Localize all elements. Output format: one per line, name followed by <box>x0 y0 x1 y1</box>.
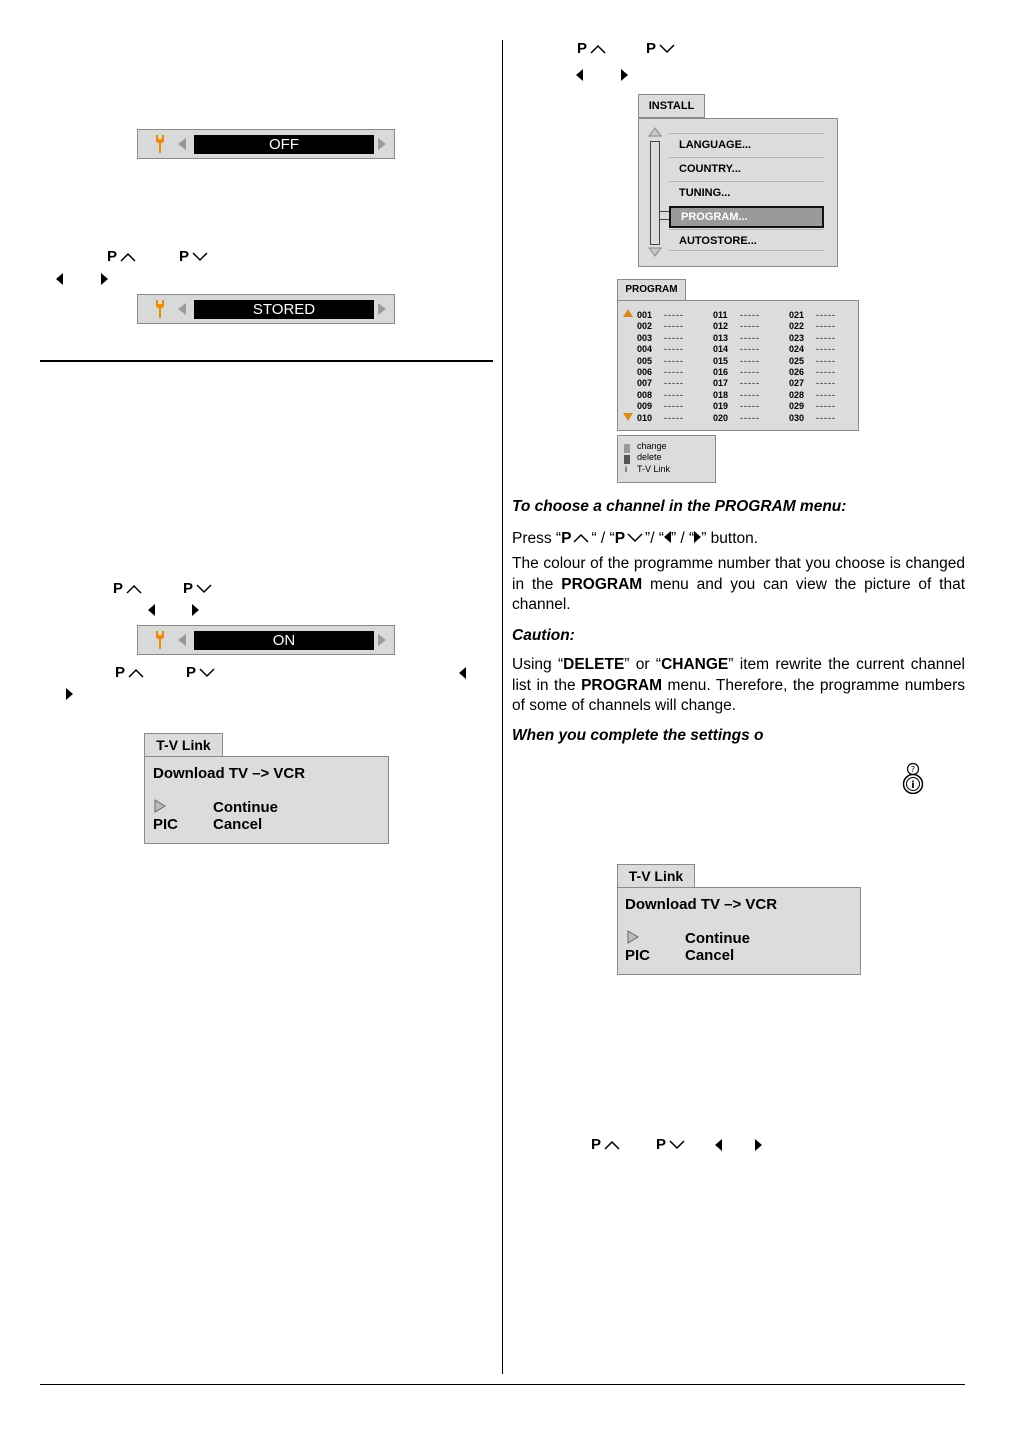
install-item-tuning[interactable]: TUNING... <box>669 181 824 203</box>
column-divider <box>502 40 503 1374</box>
p-down-button: P <box>656 1136 685 1154</box>
svg-text:?: ? <box>910 765 916 774</box>
chevron-up-icon <box>128 668 144 678</box>
chevron-down-icon <box>627 533 643 543</box>
program-number[interactable]: 004 <box>637 344 653 355</box>
program-number[interactable]: 021 <box>789 310 805 320</box>
program-number[interactable]: 010 <box>637 412 653 423</box>
tvlink-tab: T-V Link <box>617 864 695 888</box>
tvlink-download-line: Download TV –> VCR <box>625 896 778 913</box>
program-number[interactable]: 022 <box>789 321 805 332</box>
p-down-button: P <box>646 40 675 58</box>
arrow-left-icon <box>178 303 186 315</box>
left-arrow-icon <box>576 69 583 81</box>
scroll-down-icon[interactable] <box>648 247 662 257</box>
wrench-icon <box>155 135 165 153</box>
program-number[interactable]: 012 <box>713 321 729 332</box>
tvlink-dialog <box>144 756 389 844</box>
svg-text:i: i <box>911 780 915 791</box>
p-down-button: P <box>186 664 215 682</box>
program-number[interactable]: 015 <box>713 355 729 366</box>
p-up-button: P <box>115 664 144 682</box>
program-number[interactable]: 007 <box>637 378 653 389</box>
legend-key-i: i <box>625 464 627 474</box>
section-divider <box>40 360 493 362</box>
program-name: ----- <box>816 412 836 423</box>
legend-tvlink: T-V Link <box>637 464 671 474</box>
scroll-up-icon[interactable] <box>648 127 662 137</box>
scroll-down-icon[interactable] <box>623 413 633 421</box>
wrench-icon <box>155 631 165 649</box>
program-name: ----- <box>664 332 684 343</box>
program-number[interactable]: 024 <box>789 344 805 355</box>
arrow-left-icon <box>178 634 186 646</box>
tvlink-continue[interactable]: Continue <box>213 799 278 816</box>
program-number[interactable]: 016 <box>713 367 729 377</box>
press-line: Press “P “ / “P ”/ “ ” / “ ” button. <box>512 530 759 547</box>
arrow-right-icon <box>378 138 386 150</box>
program-tab: PROGRAM <box>617 279 686 301</box>
program-name: ----- <box>816 401 836 412</box>
tvlink-download-line: Download TV –> VCR <box>153 765 306 782</box>
program-name: ----- <box>664 412 684 423</box>
program-name: ----- <box>740 321 760 332</box>
heading-complete-settings: When you complete the settings o <box>512 727 764 744</box>
program-name: ----- <box>664 344 684 355</box>
install-item-country[interactable]: COUNTRY... <box>669 157 824 179</box>
install-item-autostore[interactable]: AUTOSTORE... <box>669 229 824 251</box>
tvlink-pic-key: PIC <box>625 947 651 964</box>
program-name: ----- <box>816 332 836 343</box>
program-name: ----- <box>816 367 836 377</box>
heading-choose-channel: To choose a channel in the PROGRAM menu: <box>512 498 847 515</box>
program-number[interactable]: 029 <box>789 401 805 412</box>
legend-change: change <box>637 441 667 451</box>
program-name: ----- <box>740 401 760 412</box>
left-arrow-icon <box>148 604 155 616</box>
legend-delete: delete <box>637 452 662 462</box>
program-number[interactable]: 017 <box>713 378 729 389</box>
program-name: ----- <box>816 310 836 320</box>
program-number[interactable]: 009 <box>637 401 653 412</box>
osd-bar-stored <box>137 294 395 324</box>
install-item-language[interactable]: LANGUAGE... <box>669 133 824 155</box>
left-arrow-icon <box>56 273 63 285</box>
chevron-down-icon <box>196 584 212 594</box>
program-name: ----- <box>816 321 836 332</box>
program-name: ----- <box>664 310 684 320</box>
program-legend <box>617 435 716 483</box>
caution-heading: Caution: <box>512 627 575 644</box>
right-arrow-icon <box>101 273 108 285</box>
tvlink-pic-key: PIC <box>153 816 179 833</box>
arrow-left-icon <box>178 138 186 150</box>
program-number[interactable]: 028 <box>789 389 805 400</box>
program-number[interactable]: 026 <box>789 367 805 377</box>
program-name: ----- <box>664 378 684 389</box>
left-arrow-icon <box>459 667 466 679</box>
colour-paragraph: The colour of the programme number that you choose is changed in the PROGRAM menu and you can view the picture of that channel. <box>512 555 965 613</box>
left-arrow-icon <box>715 1139 722 1151</box>
p-down-button: P <box>179 248 208 266</box>
scrollbar-track[interactable] <box>650 141 660 245</box>
chevron-down-icon <box>192 252 208 262</box>
osd-value: ON <box>194 631 374 650</box>
program-name: ----- <box>740 355 760 366</box>
program-number[interactable]: 003 <box>637 332 653 343</box>
scroll-up-icon[interactable] <box>623 309 633 317</box>
program-name: ----- <box>664 367 684 377</box>
osd-bar-off <box>137 129 395 159</box>
program-number[interactable]: 018 <box>713 389 729 400</box>
tvlink-dialog <box>617 887 861 975</box>
program-number[interactable]: 008 <box>637 389 653 400</box>
program-name: ----- <box>740 389 760 400</box>
program-name: ----- <box>664 355 684 366</box>
program-number[interactable]: 006 <box>637 367 653 377</box>
program-number[interactable]: 030 <box>789 412 805 423</box>
chevron-up-icon <box>126 584 142 594</box>
program-number[interactable]: 023 <box>789 332 805 343</box>
right-arrow-icon <box>192 604 199 616</box>
program-name: ----- <box>740 344 760 355</box>
program-name: ----- <box>740 310 760 320</box>
play-icon <box>154 799 166 813</box>
arrow-right-icon <box>378 634 386 646</box>
install-item-program[interactable]: PROGRAM... <box>669 206 824 228</box>
wrench-icon <box>155 300 165 318</box>
right-arrow-icon <box>621 69 628 81</box>
program-number[interactable]: 019 <box>713 401 729 412</box>
chevron-down-icon <box>669 1140 685 1150</box>
osd-value: STORED <box>194 300 374 319</box>
program-number[interactable]: 005 <box>637 355 653 366</box>
program-name: ----- <box>664 401 684 412</box>
program-name: ----- <box>816 378 836 389</box>
tvlink-cancel[interactable]: Cancel <box>213 816 263 833</box>
install-tab: INSTALL <box>638 94 705 118</box>
program-number[interactable]: 014 <box>713 344 729 355</box>
chevron-up-icon <box>573 533 589 543</box>
program-name: ----- <box>664 321 684 332</box>
p-down-button: P <box>183 580 212 598</box>
install-menu <box>638 118 838 267</box>
program-number[interactable]: 002 <box>637 321 653 332</box>
program-name: ----- <box>740 412 760 423</box>
program-number[interactable]: 025 <box>789 355 805 366</box>
program-number[interactable]: 020 <box>713 412 729 423</box>
program-number[interactable]: 027 <box>789 378 805 389</box>
program-name: ----- <box>816 389 836 400</box>
program-name: ----- <box>740 332 760 343</box>
caution-paragraph: Using “DELETE” or “CHANGE” item rewrite the current channel list in the PROGRAM menu. Therefore, the programme numbers of some of channels will change. <box>512 656 965 714</box>
tvlink-cancel[interactable]: Cancel <box>685 947 735 964</box>
osd-bar-on <box>137 625 395 655</box>
chevron-up-icon <box>604 1140 620 1150</box>
chevron-up-icon <box>120 252 136 262</box>
program-name: ----- <box>740 367 760 377</box>
program-name: ----- <box>740 378 760 389</box>
program-name: ----- <box>816 344 836 355</box>
footer-rule <box>40 1384 965 1385</box>
right-arrow-icon <box>755 1139 762 1151</box>
program-number[interactable]: 013 <box>713 332 729 343</box>
p-up-button: P <box>591 1136 620 1154</box>
tvlink-continue[interactable]: Continue <box>685 930 750 947</box>
info-button-icon <box>899 762 927 794</box>
program-name: ----- <box>664 389 684 400</box>
tvlink-tab: T-V Link <box>144 733 223 757</box>
chevron-down-icon <box>659 44 675 54</box>
left-arrow-icon <box>664 531 671 543</box>
chevron-up-icon <box>590 44 606 54</box>
program-number[interactable]: 011 <box>713 310 728 320</box>
play-icon <box>627 930 639 944</box>
program-menu <box>617 300 859 431</box>
osd-value: OFF <box>194 135 374 154</box>
legend-swatch <box>624 444 630 453</box>
program-number[interactable]: 001 <box>637 310 653 320</box>
arrow-right-icon <box>378 303 386 315</box>
p-up-button: P <box>113 580 142 598</box>
program-name: ----- <box>816 355 836 366</box>
p-up-button: P <box>107 248 136 266</box>
legend-swatch <box>624 455 630 464</box>
chevron-down-icon <box>199 668 215 678</box>
p-up-button: P <box>577 40 606 58</box>
right-arrow-icon <box>66 688 73 700</box>
